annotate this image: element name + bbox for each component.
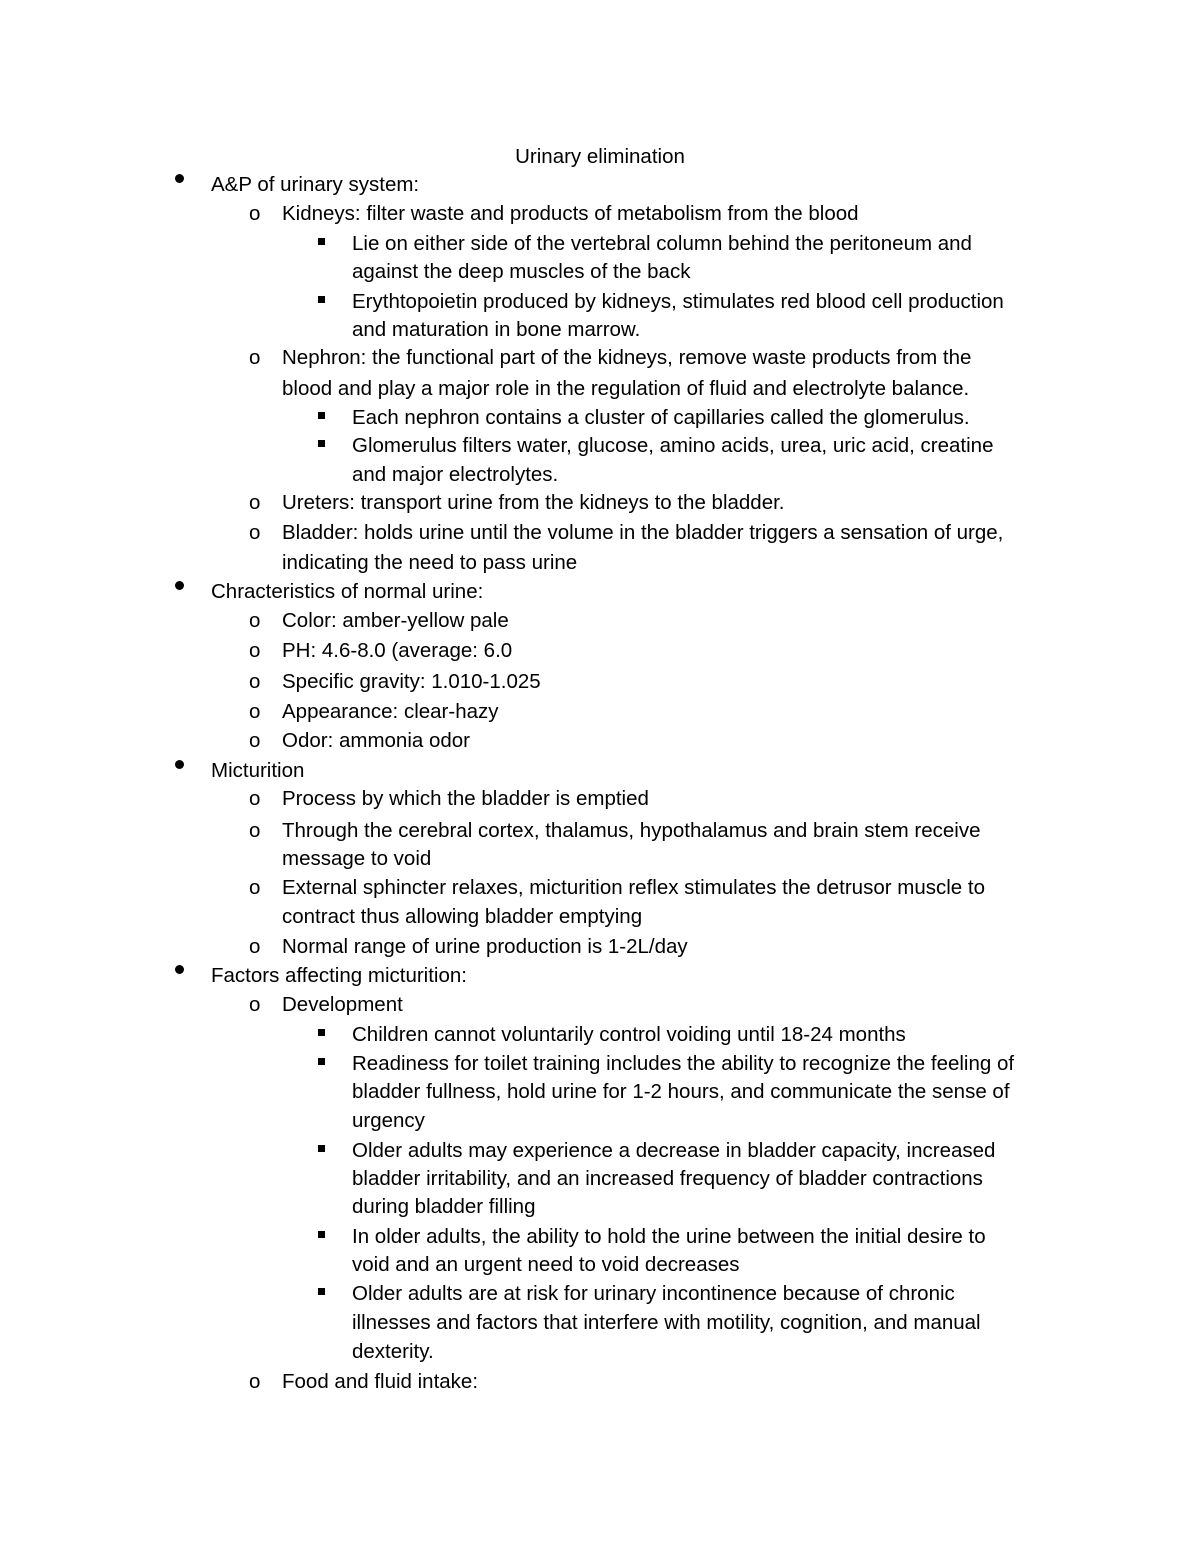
list-item-glomerulus: Each nephron contains a cluster of capillaries called the glomerulus.	[352, 406, 970, 429]
list-item-nephron-cont: blood and play a major role in the regulation of fluid and electrolyte balance.	[282, 377, 970, 400]
list-item-glomerulus-filters: Glomerulus filters water, glucose, amino acids, urea, uric acid, creatine	[352, 434, 994, 457]
list-item-bladder: Bladder: holds urine until the volume in the bladder triggers a sensation of urge,	[282, 521, 1004, 544]
bullet-square-icon	[318, 1058, 325, 1065]
list-item-process: Process by which the bladder is emptied	[282, 787, 649, 810]
section-heading-factors: Factors affecting micturition:	[211, 964, 467, 987]
bullet-circle-icon: o	[249, 670, 261, 693]
list-item-food-fluid: Food and fluid intake:	[282, 1370, 479, 1393]
bullet-circle-icon: o	[249, 819, 261, 842]
bullet-square-icon	[318, 296, 325, 303]
list-item-older-hold: In older adults, the ability to hold the urine between the initial desire to	[352, 1225, 986, 1248]
bullet-square-icon	[318, 1145, 325, 1152]
section-heading-micturition: Micturition	[211, 759, 305, 782]
list-item-sphincter-cont: contract thus allowing bladder emptying	[282, 905, 643, 928]
list-item-bladder-cont: indicating the need to pass urine	[282, 551, 578, 574]
bullet-square-icon	[318, 1029, 325, 1036]
list-item-readiness: Readiness for toilet training includes the ability to recognize the feeling of	[352, 1052, 1015, 1075]
list-item-development: Development	[282, 993, 403, 1016]
list-item-older-incontinence: Older adults are at risk for urinary incontinence because of chronic	[352, 1282, 955, 1305]
bullet-circle-icon: o	[249, 787, 261, 810]
bullet-square-icon	[318, 1231, 325, 1238]
list-item-ph: PH: 4.6-8.0 (average: 6.0	[282, 639, 513, 662]
list-item-older-capacity: Older adults may experience a decrease in bladder capacity, increased	[352, 1139, 996, 1162]
bullet-circle-icon: o	[249, 993, 261, 1016]
list-item-color: Color: amber-yellow pale	[282, 609, 509, 632]
list-item-ureters: Ureters: transport urine from the kidneys to the bladder.	[282, 491, 785, 514]
bullet-disc-icon	[174, 173, 186, 185]
list-item-cortex-cont: message to void	[282, 847, 432, 870]
section-heading-ap: A&P of urinary system:	[211, 173, 420, 196]
bullet-circle-icon: o	[249, 609, 261, 632]
list-item-appearance: Appearance: clear-hazy	[282, 700, 499, 723]
list-item-kidneys-location-cont: against the deep muscles of the back	[352, 260, 691, 283]
list-item-cortex: Through the cerebral cortex, thalamus, hypothalamus and brain stem receive	[282, 819, 981, 842]
section-heading-characteristics: Chracteristics of normal urine:	[211, 580, 484, 603]
bullet-square-icon	[318, 238, 325, 245]
list-item-readiness-cont: bladder fullness, hold urine for 1-2 hours, and communicate the sense of	[352, 1080, 1010, 1103]
bullet-circle-icon: o	[249, 491, 261, 514]
bullet-square-icon	[318, 440, 325, 447]
document-title: Urinary elimination	[515, 145, 685, 168]
list-item-readiness-cont2: urgency	[352, 1109, 425, 1132]
bullet-square-icon	[318, 1288, 325, 1295]
list-item-erythropoietin: Erythtopoietin produced by kidneys, stimulates red blood cell production	[352, 290, 1004, 313]
list-item-sphincter: External sphincter relaxes, micturition reflex stimulates the detrusor muscle to	[282, 876, 985, 899]
list-item-older-capacity-cont2: during bladder filling	[352, 1195, 536, 1218]
bullet-circle-icon: o	[249, 521, 261, 544]
list-item-odor: Odor: ammonia odor	[282, 729, 471, 752]
list-item-kidneys-location: Lie on either side of the vertebral column behind the peritoneum and	[352, 232, 972, 255]
bullet-disc-icon	[174, 580, 186, 592]
bullet-circle-icon: o	[249, 700, 261, 723]
bullet-circle-icon: o	[249, 1370, 261, 1393]
list-item-older-incontinence-cont: illnesses and factors that interfere with motility, cognition, and manual	[352, 1311, 981, 1334]
bullet-circle-icon: o	[249, 876, 261, 899]
bullet-disc-icon	[174, 964, 186, 976]
bullet-circle-icon: o	[249, 935, 261, 958]
list-item-glomerulus-filters-cont: and major electrolytes.	[352, 463, 559, 486]
list-item-normal-range: Normal range of urine production is 1-2L/day	[282, 935, 688, 958]
list-item-children: Children cannot voluntarily control voiding until 18-24 months	[352, 1023, 906, 1046]
list-item-older-hold-cont: void and an urgent need to void decreases	[352, 1253, 740, 1276]
list-item-older-capacity-cont: bladder irritability, and an increased frequency of bladder contractions	[352, 1167, 983, 1190]
bullet-circle-icon: o	[249, 202, 261, 225]
bullet-circle-icon: o	[249, 729, 261, 752]
bullet-square-icon	[318, 412, 325, 419]
bullet-circle-icon: o	[249, 346, 261, 369]
bullet-circle-icon: o	[249, 639, 261, 662]
list-item-erythropoietin-cont: and maturation in bone marrow.	[352, 318, 641, 341]
list-item-kidneys: Kidneys: filter waste and products of metabolism from the blood	[282, 202, 859, 225]
bullet-disc-icon	[174, 759, 186, 771]
list-item-specific-gravity: Specific gravity: 1.010-1.025	[282, 670, 541, 693]
list-item-older-incontinence-cont2: dexterity.	[352, 1340, 434, 1363]
list-item-nephron: Nephron: the functional part of the kidneys, remove waste products from the	[282, 346, 972, 369]
